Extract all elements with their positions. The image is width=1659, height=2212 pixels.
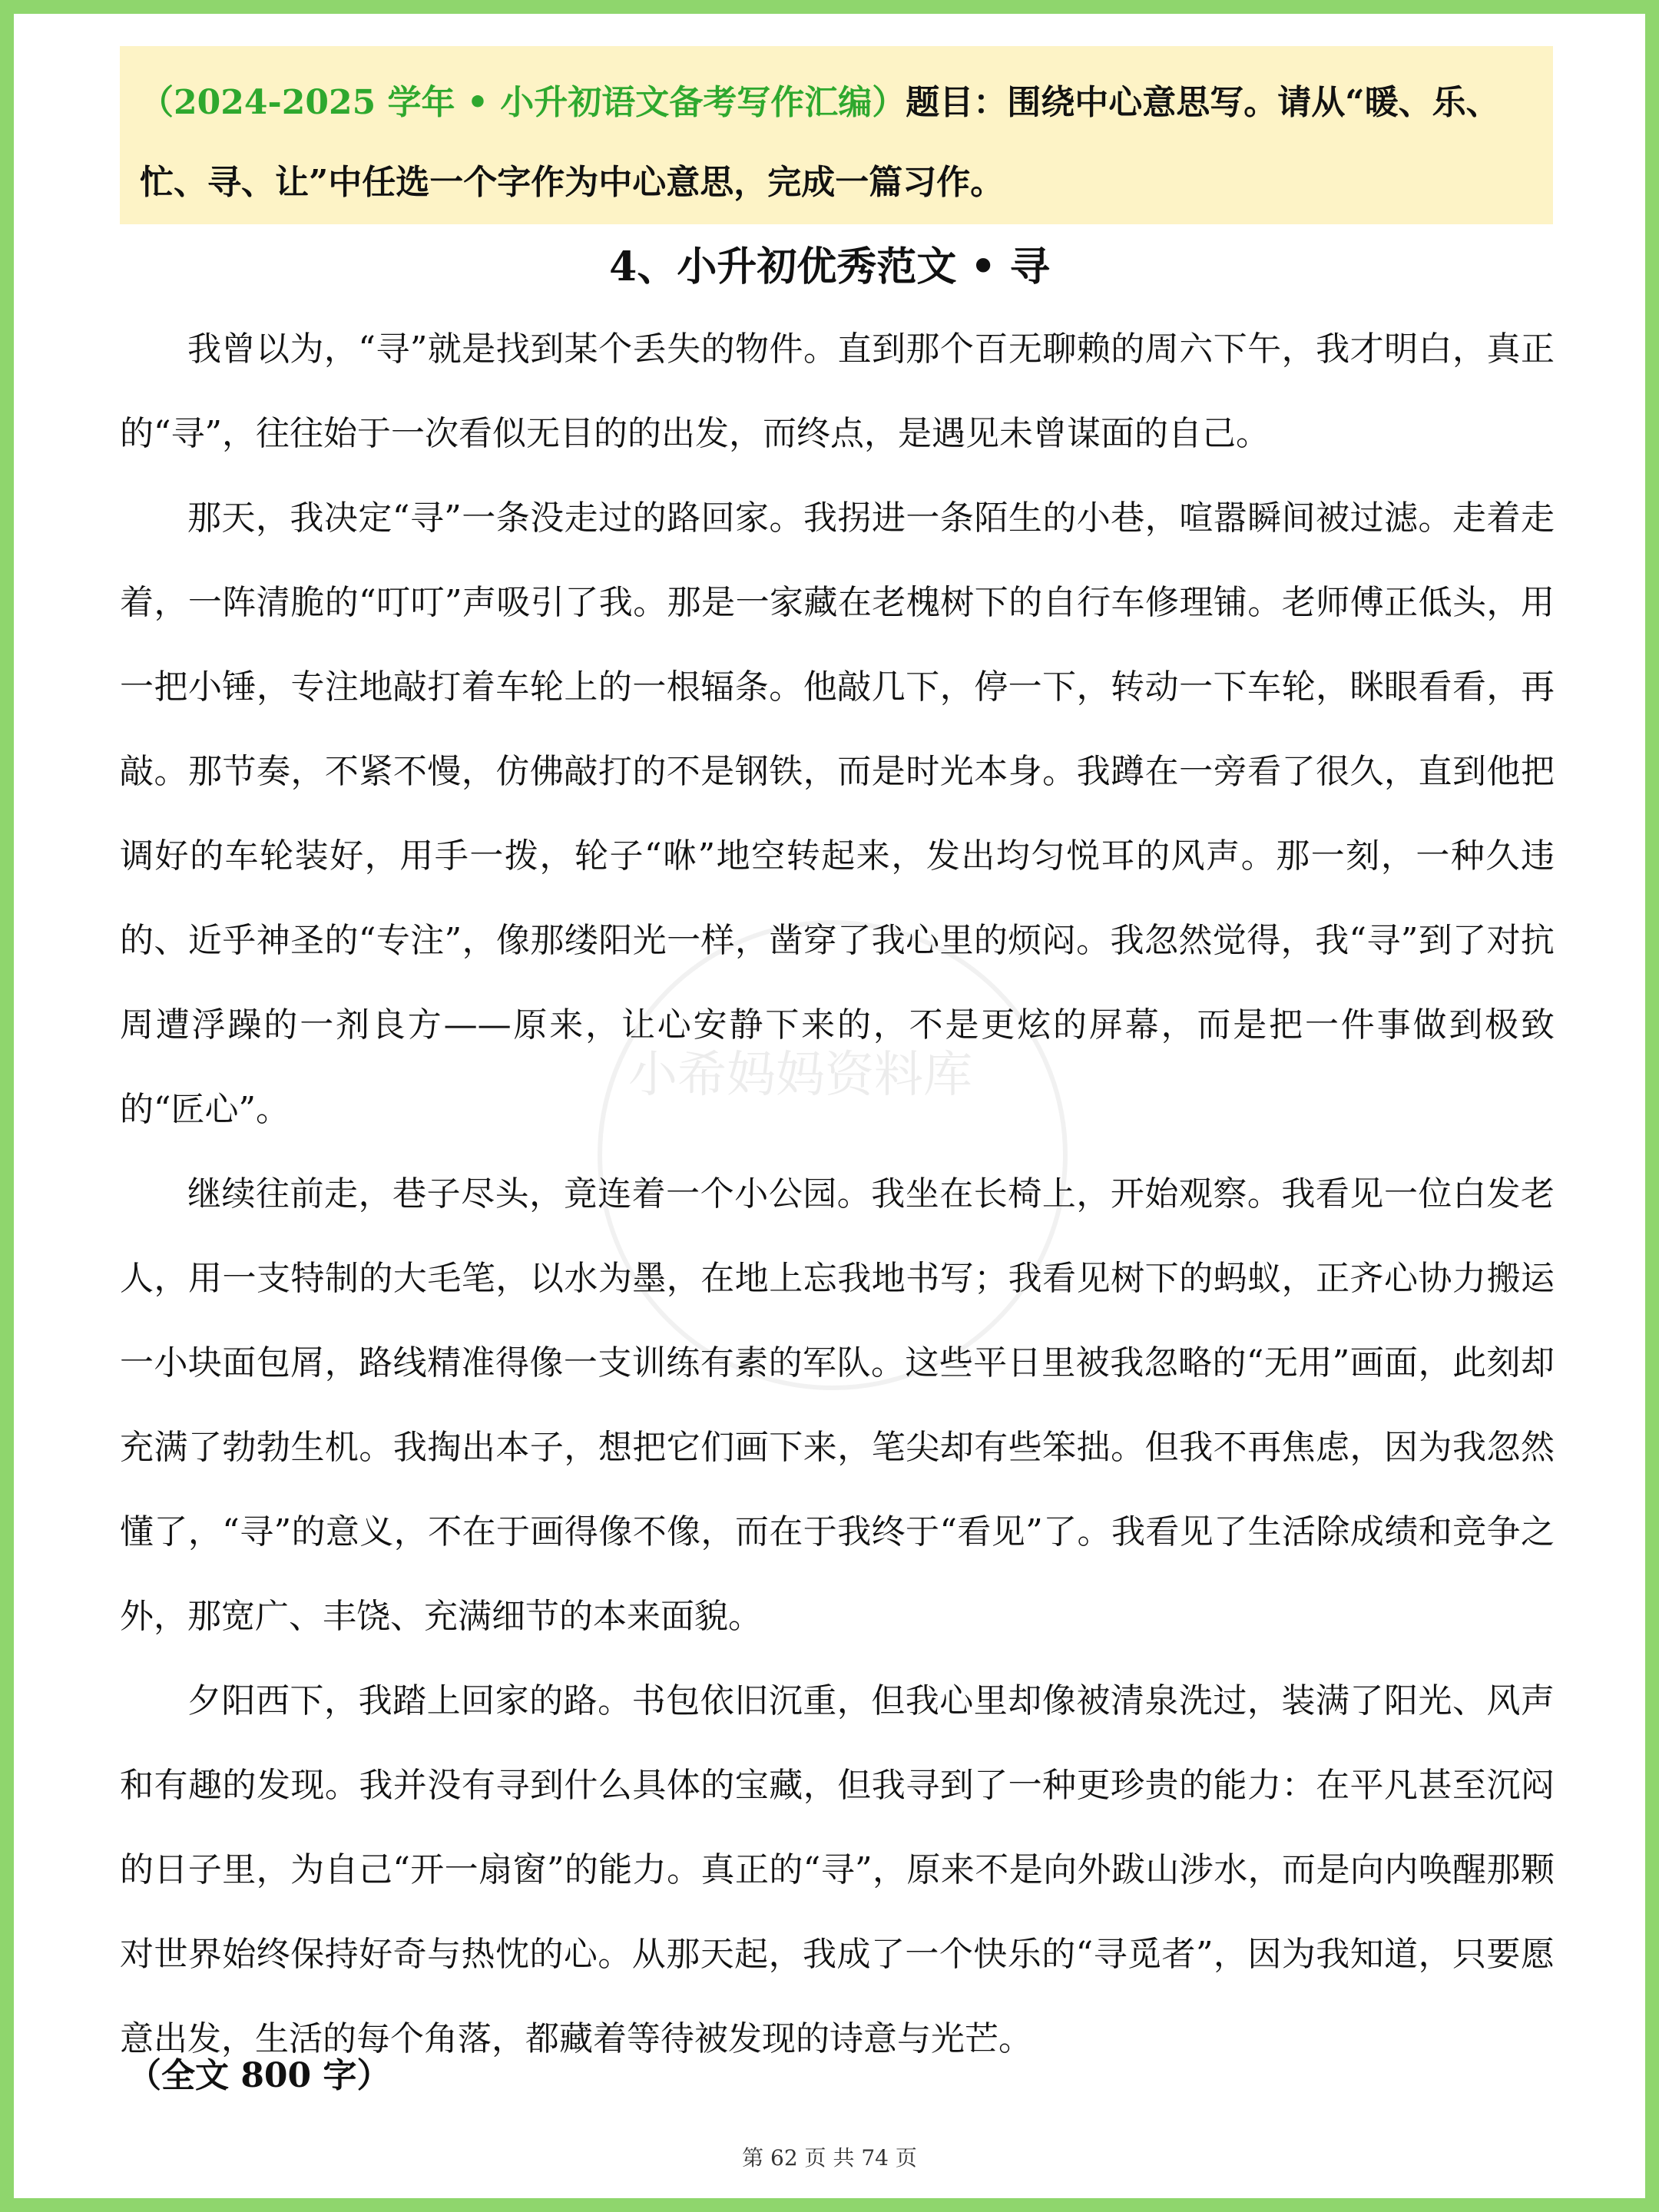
paragraph-2: 那天，我决定“寻”一条没走过的路回家。我拐进一条陌生的小巷，喧嚣瞬间被过滤。走着走着，一阵清脆的“叮叮”声吸引了我。那是一家藏在老槐树下的自行车修理铺。老师傅正低头，用一把小锤，专注地敲打着车轮上的一根辐条。他敲几下，停一下，转动一下车轮，眯眼看看，再敲。那节奏，不紧不慢，仿佛敲打的不是钢铁，而是时光本身。我蹲在一旁看了很久，直到他把调好的车轮装好，用手一拨，轮子“咻”地空转起来，发出均匀悦耳的风声。那一刻，一种久违的、近乎神圣的“专注”，像那缕阳光一样，凿穿了我心里的烦闷。我忽然觉得，我“寻”到了对抗周遭浮躁的一剂良方——原来，让心安静下来的，不是更炫的屏幕，而是把一件事做到极致的“匠心”。 xyxy=(120,498,1555,1129)
watermark-text: 小希妈妈资料库 xyxy=(628,1047,972,1104)
word-count: （全文 800 字） xyxy=(127,2056,391,2095)
page-number: 第 62 页 共 74 页 xyxy=(742,2145,917,2171)
essay-title: 4、小升初优秀范文 • 寻 xyxy=(609,243,1050,290)
paragraph-3: 继续往前走，巷子尽头，竟连着一个小公园。我坐在长椅上，开始观察。我看见一位白发老人，用一支特制的大毛笔，以水为墨，在地上忘我地书写；我看见树下的蚂蚁，正齐心协力搬运一小块面包屑，路线精准得像一支训练有素的军队。这些平日里被我忽略的“无用”画面，此刻却充满了勃勃生机。我掏出本子，想把它们画下来，笔尖却有些笨拙。但我不再焦虑，因为我忽然懂了，“寻”的意义，不在于画得像不像，而在于我终于“看见”了。我看见了生活除成绩和竞争之外，那宽广、丰饶、充满细节的本来面貌。 xyxy=(120,1174,1555,1636)
essay-body xyxy=(120,307,1555,2081)
prompt-banner xyxy=(120,46,1553,224)
paragraph-1: 我曾以为，“寻”就是找到某个丢失的物件。直到那个百无聊赖的周六下午，我才明白，真正的“寻”，往往始于一次看似无目的的出发，而终点，是遇见未曾谋面的自己。 xyxy=(120,329,1555,453)
document-page xyxy=(14,14,1645,2198)
essay-prompt: 题目：围绕中心意思写。请从“暖、乐、忙、寻、让”中任选一个字作为中心意思，完成一篇习作。 xyxy=(140,83,1500,202)
paragraph-4: 夕阳西下，我踏上回家的路。书包依旧沉重，但我心里却像被清泉洗过，装满了阳光、风声和有趣的发现。我并没有寻到什么具体的宝藏，但我寻到了一种更珍贵的能力：在平凡甚至沉闷的日子里，为自己“开一扇窗”的能力。真正的“寻”，原来不是向外跋山涉水，而是向内唤醒那颗对世界始终保持好奇与热忱的心。从那天起，我成了一个快乐的“寻觅者”，因为我知道，只要愿意出发，生活的每个角落，都藏着等待被发现的诗意与光芒。 xyxy=(120,1681,1555,2058)
series-tag: （2024-2025 学年 • 小升初语文备考写作汇编） xyxy=(140,83,906,122)
